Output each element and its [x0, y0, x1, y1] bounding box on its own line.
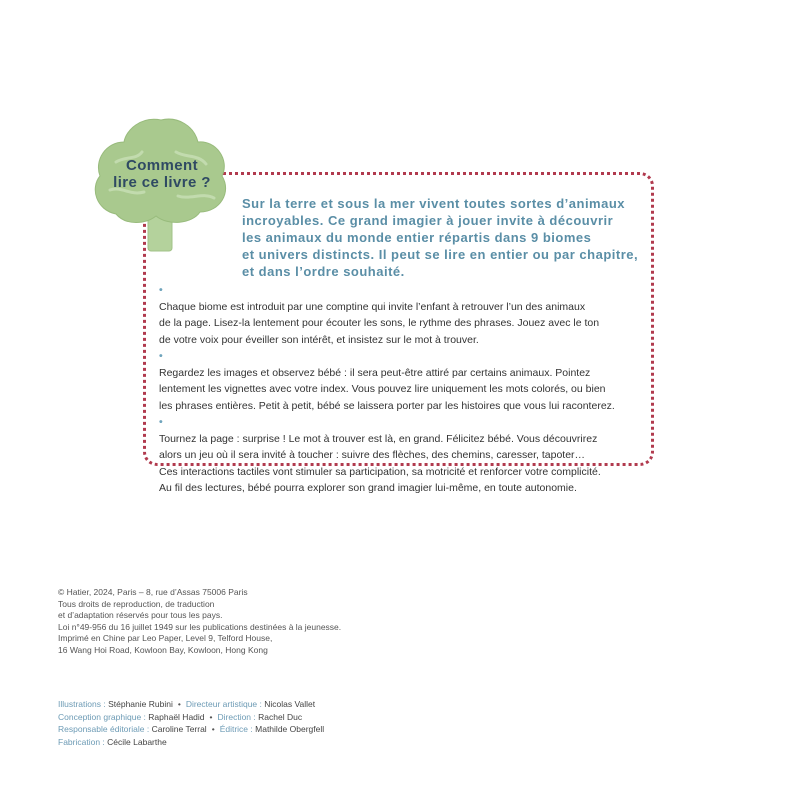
- body-line: • Regardez les images et observez bébé : il sera peut-être attiré par certains animaux. Pointez: [159, 348, 639, 381]
- credit-name: Raphaël Hadid: [148, 711, 205, 722]
- credit-name: Nicolas Vallet: [264, 699, 316, 709]
- intro-line: Sur la terre et sous la mer vivent toutes sortes d’animaux: [242, 196, 626, 211]
- how-to-read-title: [106, 157, 218, 191]
- body-line: alors un jeu où il sera invité à toucher : suivre des flèches, des chemins, caresser, tapoter…: [159, 449, 586, 461]
- credit-role: Directeur artistique :: [185, 699, 262, 709]
- legal-notice: [58, 587, 341, 657]
- title-line-1: Comment: [126, 157, 198, 174]
- credit-role: Conception graphique :: [58, 711, 146, 722]
- instructions-text: [159, 282, 639, 497]
- intro-line: les animaux du monde entier répartis dans 9 biomes: [242, 230, 592, 245]
- credit-role: Responsable éditoriale :: [58, 724, 150, 734]
- legal-line: et d’adaptation réservés pour tous les pays.: [58, 610, 223, 621]
- body-line: • Tournez la page : surprise ! Le mot à trouver est là, en grand. Félicitez bébé. Vous découvrirez: [159, 414, 639, 447]
- legal-line: Imprimé en Chine par Leo Paper, Level 9, Telford House,: [58, 633, 273, 644]
- credit-role: Fabrication :: [58, 736, 105, 747]
- bullet-icon: •: [159, 350, 163, 362]
- credit-name: Rachel Duc: [258, 711, 303, 722]
- credits-line: [58, 711, 324, 724]
- intro-line: incroyables. Ce grand imagier à jouer invite à découvrir: [242, 213, 614, 228]
- credit-name: Cécile Labarthe: [107, 736, 167, 747]
- separator: •: [177, 699, 181, 709]
- separator: •: [211, 724, 215, 734]
- credit-name: Caroline Terral: [151, 724, 207, 734]
- body-line: • Chaque biome est introduit par une comptine qui invite l’enfant à retrouver l’un des animaux: [159, 282, 639, 315]
- bullet-icon: •: [159, 416, 163, 428]
- credits-line: [58, 723, 324, 736]
- credit-name: Stéphanie Rubini: [108, 699, 173, 709]
- body-line: Ces interactions tactiles vont stimuler sa participation, sa motricité et renforcer votre complicité.: [159, 465, 601, 478]
- credits: [58, 698, 324, 748]
- intro-line: et univers distincts. Il peut se lire en entier ou par chapitre,: [242, 247, 639, 262]
- credits-line: [58, 698, 324, 711]
- body-line: lentement les vignettes avec votre index. Vous pouvez lire uniquement les mots colorés, ou bien: [159, 383, 606, 395]
- legal-line: 16 Wang Hoi Road, Kowloon Bay, Kowloon, Hong Kong: [58, 644, 268, 655]
- credit-role: Éditrice :: [219, 724, 253, 734]
- intro-line: et dans l’ordre souhaité.: [242, 264, 405, 279]
- legal-line: Tous droits de reproduction, de traduction: [58, 598, 215, 609]
- body-line: les phrases entières. Petit à petit, bébé se laissera porter par les histoires que vous lui raconterez.: [159, 399, 615, 412]
- credit-name: Mathilde Obergfell: [255, 724, 325, 734]
- legal-line: Loi n°49-956 du 16 juillet 1949 sur les publications destinées à la jeunesse.: [58, 621, 342, 632]
- intro-paragraph: [242, 195, 642, 280]
- title-line-2: lire ce livre ?: [113, 174, 211, 191]
- body-line: de votre voix pour éveiller son intérêt, et insistez sur le mot à trouver.: [159, 333, 479, 346]
- credits-line: [58, 736, 324, 749]
- body-line: Au fil des lectures, bébé pourra explorer son grand imagier lui-même, en toute autonomie.: [159, 482, 577, 494]
- credit-role: Direction :: [217, 711, 256, 722]
- separator: •: [209, 711, 213, 722]
- body-line: de la page. Lisez-la lentement pour écouter les sons, le rythme des phrases. Jouez avec le ton: [159, 317, 600, 329]
- legal-line: © Hatier, 2024, Paris – 8, rue d’Assas 75006 Paris: [58, 587, 248, 597]
- bullet-icon: •: [159, 284, 163, 296]
- credit-role: Illustrations :: [58, 699, 106, 709]
